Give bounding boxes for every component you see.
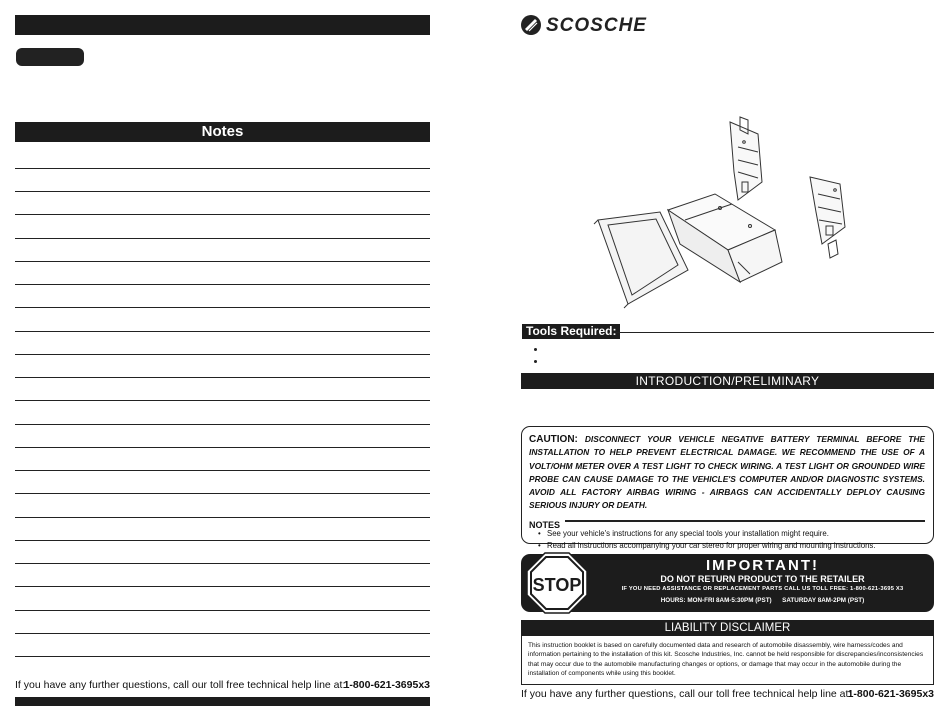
caution-note-item: • See your vehicle's instructions for any special tools your installation might require. [547, 528, 925, 540]
caution-text: DISCONNECT YOUR VEHICLE NEGATIVE BATTERY TERMINAL BEFORE THE INSTALLATION TO HELP PREVENT ELECTRICAL DAMAGE. WE RECOMMEND THE USE OF A VOLT/OHM METER OVER A TEST LIGHT TO CHECK WIRING. A TEST LIGHT OR GROUNDED WIRE PROBE CAN CAUSE DAMAGE TO THE VEHICLE'S COMPUTER AND/OR DIAGNOSTIC SYSTEMS. AVOID ALL FACTORY AIRBAG WIRING - AIRBAGS CAN ACCIDENTALLY DEPLOY CAUSING SERIOUS INJURY OR DEATH. [529, 434, 926, 511]
right-footer [521, 688, 934, 700]
note-line [15, 563, 430, 564]
caution-notes-rule [565, 520, 925, 522]
tools-bullet-1 [534, 348, 537, 351]
liability-text: This instruction booklet is based on carefully documented data and research of automobile disassembly, wire harness/codes and information pertaining to the installation of this kit. Scosche Industries, Inc. cannot be held responsible for discrepancies/inconsistencies that may occur due to the automobile manufacturing changes or options, or damage that may occur in the automobile during the installation of components while using this booklet. [528, 642, 924, 678]
note-line [15, 307, 430, 308]
important-line-3: HOURS: MON-FRI 8AM-5:30PM (PST) SATURDAY 8AM-2PM (PST) [660, 597, 865, 604]
left-bracket [730, 117, 762, 200]
note-line [15, 517, 430, 518]
note-line [15, 656, 430, 657]
notes-title: Notes [201, 123, 244, 140]
note-line [15, 191, 430, 192]
important-line-2: IF YOU NEED ASSISTANCE OR REPLACEMENT PARTS CALL US TOLL FREE: 1-800-621-3695 X3 [621, 586, 904, 592]
liability-title: LIABILITY DISCLAIMER [664, 622, 791, 634]
caution-notes-list [529, 528, 925, 552]
liability-header [521, 620, 934, 636]
important-box [521, 554, 934, 612]
note-line [15, 354, 430, 355]
note-line [15, 493, 430, 494]
left-footer [15, 679, 430, 691]
note-line [15, 633, 430, 634]
stop-sign-text: STOP [532, 575, 582, 595]
note-line [15, 331, 430, 332]
caution-box [521, 426, 934, 550]
note-line [15, 284, 430, 285]
dash-kit-illustration [590, 112, 865, 312]
note-line [15, 586, 430, 587]
tools-required-label: Tools Required: [522, 324, 620, 339]
caution-notes-row [529, 515, 925, 530]
left-top-bar [15, 15, 430, 35]
left-bottom-bar [15, 697, 430, 706]
intro-header [521, 373, 934, 389]
notes-header [15, 122, 430, 142]
note-line [15, 238, 430, 239]
important-line-1: DO NOT RETURN PRODUCT TO THE RETAILER [660, 574, 865, 584]
note-line [15, 540, 430, 541]
brand-logo-icon [520, 14, 542, 36]
right-footer-phone: 1-800-621-3695x3 [847, 688, 934, 700]
note-line [15, 377, 430, 378]
brand-name: SCOSCHE [546, 15, 647, 36]
note-line [15, 168, 430, 169]
caution-note-item: • Read all instructions accompanying your car stereo for proper wiring and mounting instructions. [547, 540, 925, 552]
tools-bullet-2 [534, 360, 537, 363]
intro-title: INTRODUCTION/PRELIMINARY [635, 374, 820, 388]
note-line [15, 447, 430, 448]
important-title: IMPORTANT! [705, 557, 820, 574]
tools-rule [616, 332, 934, 333]
note-line [15, 610, 430, 611]
caution-text-block [529, 433, 925, 513]
caution-notes-label: NOTES [529, 519, 561, 530]
note-line [15, 424, 430, 425]
liability-box [521, 636, 934, 685]
left-footer-text: If you have any further questions, call our toll free technical help line at: [15, 679, 346, 691]
note-line [15, 214, 430, 215]
note-line [15, 261, 430, 262]
left-section-tab [16, 48, 84, 66]
caution-label: CAUTION: [529, 434, 578, 445]
note-line [15, 470, 430, 471]
stop-sign-icon [525, 551, 589, 615]
right-footer-text: If you have any further questions, call our toll free technical help line at: [521, 688, 852, 700]
right-bracket [810, 177, 845, 258]
brand-logo [520, 14, 690, 36]
note-line [15, 400, 430, 401]
left-footer-phone: 1-800-621-3695x3 [343, 679, 430, 691]
